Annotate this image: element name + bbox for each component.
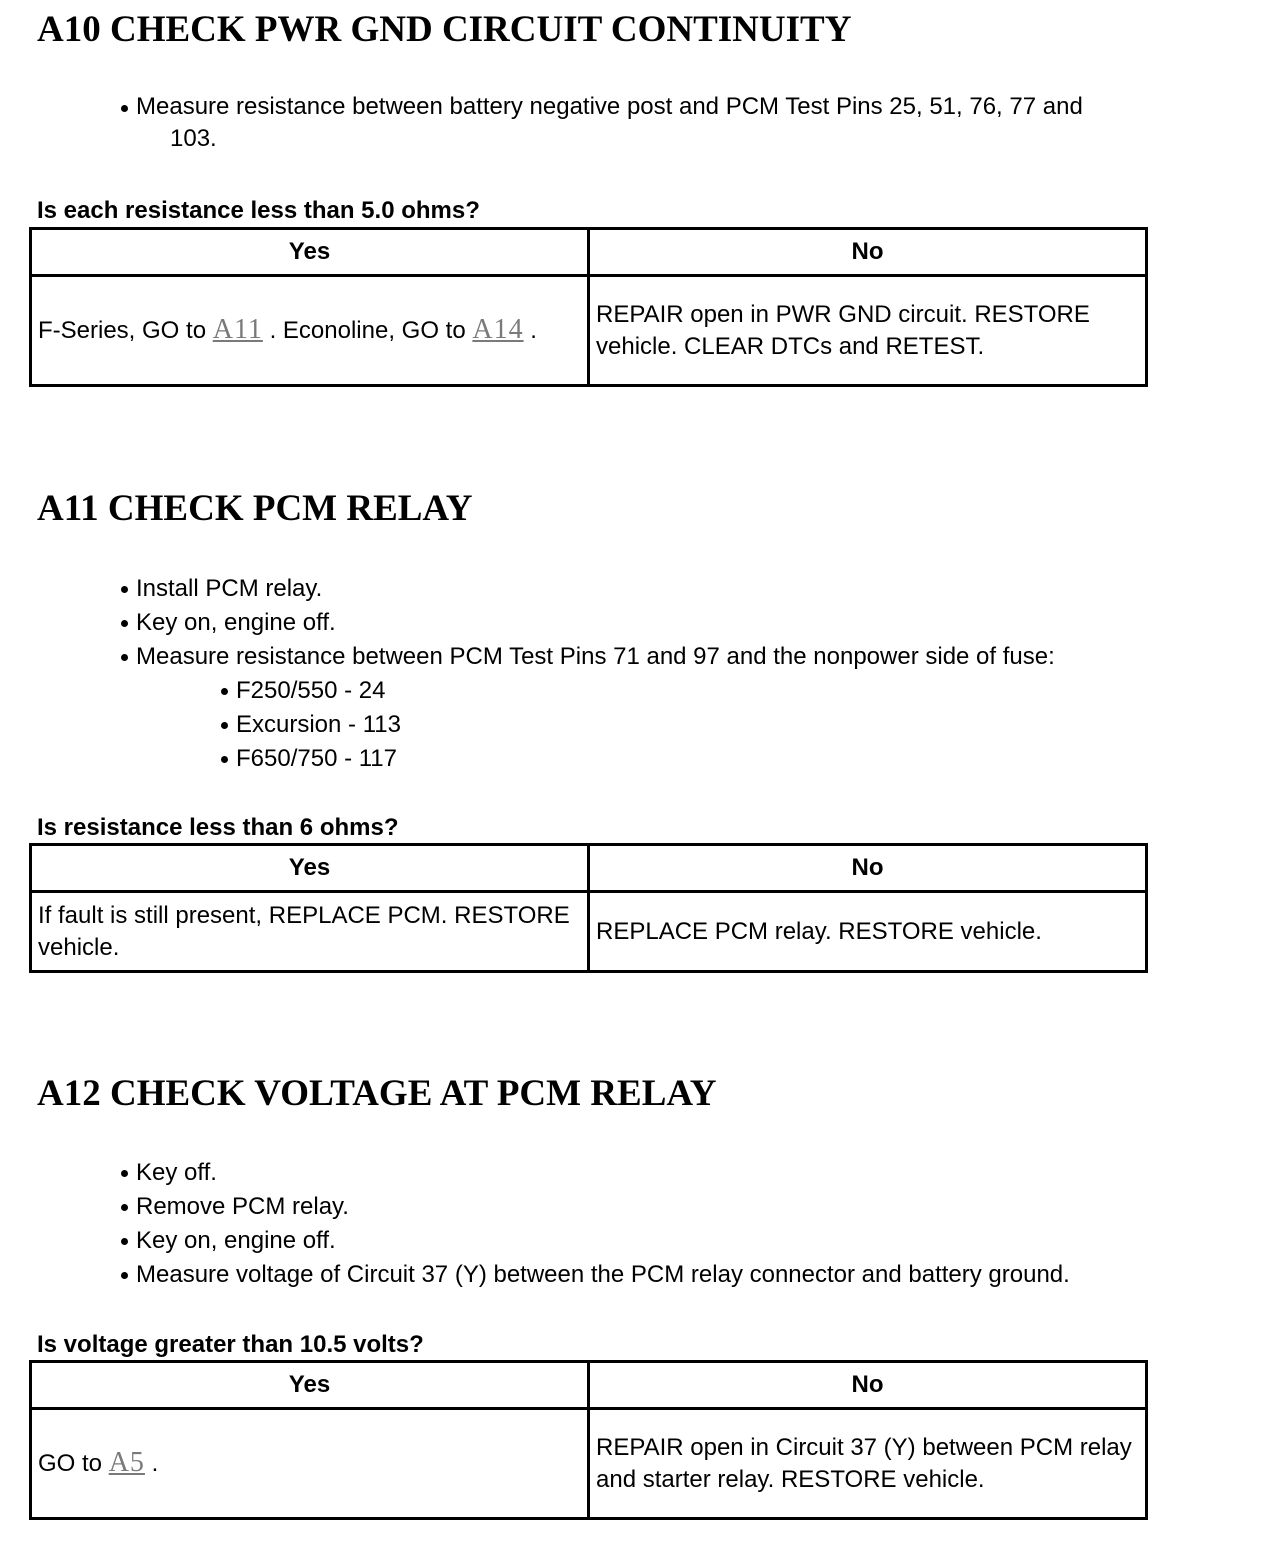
a11-yes-cell: If fault is still present, REPLACE PCM. RESTORE vehicle. [31,892,589,972]
a10-link-a14[interactable]: A14 [472,314,524,345]
a11-step: Key on, engine off. [116,606,1055,640]
a11-steps [116,572,1055,776]
a10-step-line1: Measure resistance between battery negative post and PCM Test Pins 25, 51, 76, 77 and [136,93,1083,120]
a12-step: Key off. [116,1156,1070,1190]
a10-no-header: No [589,229,1147,276]
a11-no-header: No [589,845,1147,892]
a10-title: A10 CHECK PWR GND CIRCUIT CONTINUITY [37,9,852,50]
a10-yes-header: Yes [31,229,589,276]
a12-no-header: No [589,1362,1147,1409]
a12-link-a5[interactable]: A5 [108,1447,145,1478]
a10-steps [116,91,1236,155]
a12-answer-table [29,1360,1148,1520]
a12-yes-pre: GO to [38,1450,103,1477]
a12-yes-post: . [151,1450,159,1477]
a11-no-cell: REPLACE PCM relay. RESTORE vehicle. [589,892,1147,972]
a11-substep: F250/550 - 24 [216,674,1055,708]
a10-answer-table [29,227,1148,387]
a11-question: Is resistance less than 6 ohms? [37,814,399,841]
a12-step: Measure voltage of Circuit 37 (Y) between the PCM relay connector and battery ground. [116,1258,1070,1292]
a11-substep: Excursion - 113 [216,708,1055,742]
a12-question: Is voltage greater than 10.5 volts? [37,1331,424,1358]
a12-yes-header: Yes [31,1362,589,1409]
a10-step-line2: 103. [170,125,217,152]
a12-no-cell: REPAIR open in Circuit 37 (Y) between PCM relay and starter relay. RESTORE vehicle. [589,1409,1147,1519]
a12-steps [116,1156,1070,1292]
a12-title: A12 CHECK VOLTAGE AT PCM RELAY [37,1073,717,1114]
a10-question: Is each resistance less than 5.0 ohms? [37,197,480,224]
a10-no-cell: REPAIR open in PWR GND circuit. RESTORE vehicle. CLEAR DTCs and RETEST. [589,276,1147,386]
a11-step: Install PCM relay. [116,572,1055,606]
a11-step: Measure resistance between PCM Test Pins 71 and 97 and the nonpower side of fuse: [116,640,1055,674]
a10-link-a11[interactable]: A11 [212,314,263,345]
a10-yes-pre: F-Series, GO to [38,317,207,344]
a11-yes-header: Yes [31,845,589,892]
a10-step [116,91,1236,155]
a11-substep: F650/750 - 117 [216,742,1055,776]
a12-step: Remove PCM relay. [116,1190,1070,1224]
a12-step: Key on, engine off. [116,1224,1070,1258]
a10-yes-cell [31,276,589,386]
a11-answer-table [29,843,1148,973]
a11-title: A11 CHECK PCM RELAY [37,488,473,529]
a10-yes-post: . [530,317,537,344]
a12-yes-cell [31,1409,589,1519]
a10-yes-mid: . Econoline, GO to [269,317,466,344]
